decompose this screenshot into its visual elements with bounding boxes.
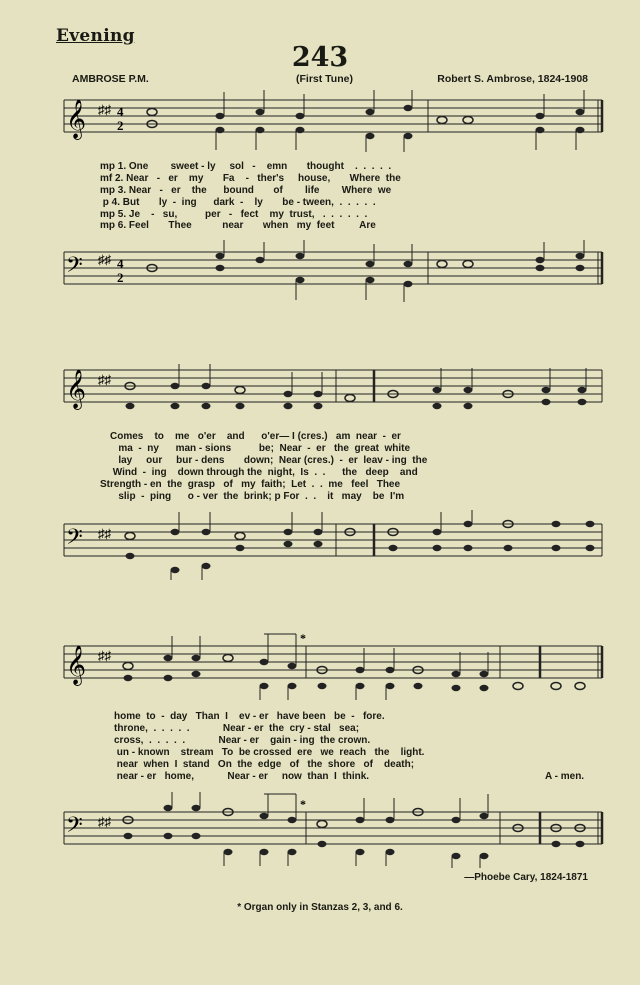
lyric-line: Wind - ing down through the night, Is . . the deep and [110,467,418,478]
lyric-line: mp 1. One sweet - ly sol - emn thought . . . . . [100,161,392,172]
section-title: Evening [56,26,135,46]
svg-text:♯♯: ♯♯ [98,102,111,117]
svg-text:𝄢: 𝄢 [66,525,83,555]
svg-text:4: 4 [117,104,124,119]
svg-text:𝄞: 𝄞 [66,369,87,409]
tune-note: (First Tune) [296,73,353,85]
lyric-line: ma - ny man - sions be; Near - er the great white [110,443,411,454]
lyric-line: home to - day Than I ev - er have been be - fore. [114,711,385,722]
svg-text:2: 2 [117,118,124,133]
composer: Robert S. Ambrose, 1824-1908 [437,73,588,85]
system-2-bass-staff [0,510,640,580]
svg-text:♯♯: ♯♯ [98,814,111,829]
svg-text:♯♯: ♯♯ [98,526,111,541]
svg-text:*: * [300,631,306,645]
system-2-treble-staff [0,360,640,424]
svg-text:*: * [300,797,306,811]
svg-text:𝄢: 𝄢 [66,253,83,283]
footnote: * Organ only in Stanzas 2, 3, and 6. [237,902,403,913]
lyric-line: mp 3. Near - er the bound of life Where we [100,185,392,196]
lyric-line: slip - ping o - ver the brink; p For . . it may be I'm [110,491,405,502]
system-3-treble-staff [0,628,640,700]
lyric-line: mp 5. Je - su, per - fect my trust, . . . . . . [100,209,368,220]
lyric-line: lay our bur - dens down; Near (cres.) - er leav - ing the [110,455,428,466]
lyric-line: near - er home, Near - er now than I think. [114,771,370,782]
svg-text:𝄞: 𝄞 [66,99,87,139]
lyric-line: Comes to me o'er and o'er— I (cres.) am near - er [110,431,401,442]
system-1-bass-staff [0,240,640,304]
lyric-line: p 4. But ly - ing dark - ly be - tween, . . . . . [100,197,376,208]
system-3-bass-staff [0,790,640,868]
svg-text:♯♯: ♯♯ [98,252,111,267]
hymn-number: 243 [291,42,349,73]
text-author: —Phoebe Cary, 1824-1871 [464,872,588,883]
lyric-line: mf 2. Near - er my Fa - ther's house, Where the [100,173,401,184]
lyric-line: near when I stand On the edge of the shore of death; [114,759,415,770]
lyric-line: un - known stream To be crossed ere we reach the light. [114,747,425,758]
lyric-line: cross, . . . . . Near - er gain - ing the crown. [114,735,371,746]
system-1-treble-staff [0,90,640,154]
svg-text:♯♯: ♯♯ [98,372,111,387]
svg-text:2: 2 [117,270,124,285]
lyric-line: throne, . . . . . Near - er the cry - stal sea; [114,723,360,734]
svg-text:♯♯: ♯♯ [98,648,111,663]
amen-label: A - men. [545,771,585,782]
svg-text:𝄞: 𝄞 [66,645,87,685]
svg-text:4: 4 [117,256,124,271]
tune-name: AMBROSE P.M. [72,73,149,85]
lyric-line: mp 6. Feel Thee near when my feet Are [100,220,376,231]
lyric-line: Strength - en the grasp of my faith; Let . . me feel Thee [100,479,401,490]
svg-text:𝄢: 𝄢 [66,813,83,843]
